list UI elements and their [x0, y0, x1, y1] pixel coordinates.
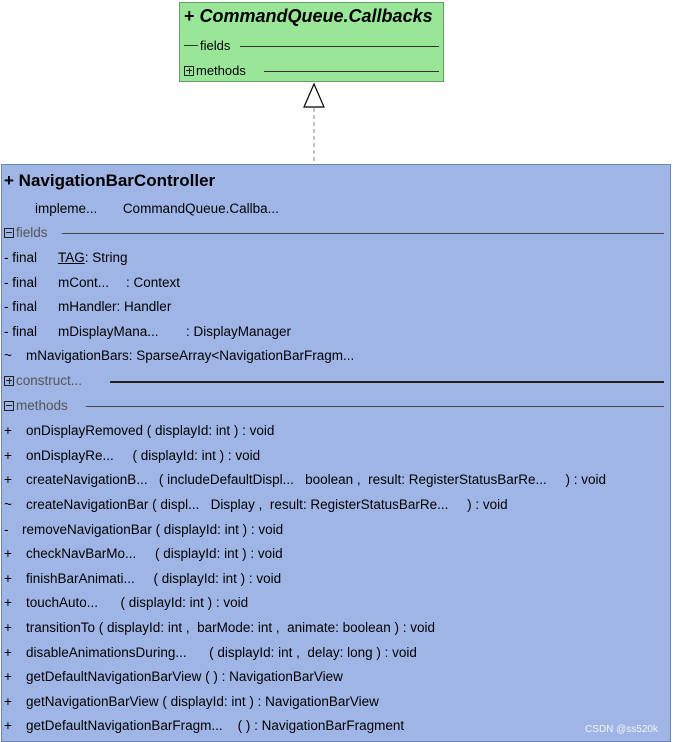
method-row: + disableAnimationsDuring... ( displayId: int , delay: long ) : void [4, 645, 417, 660]
implements-row: impleme... CommandQueue.Callba... [35, 201, 279, 216]
constructors-section[interactable]: construct... [4, 373, 82, 388]
arrowhead-icon [304, 84, 324, 107]
interface-title: + CommandQueue.Callbacks [184, 6, 433, 26]
method-row: + onDisplayRemoved ( displayId: int ) : void [4, 423, 275, 438]
interface-fields-section[interactable]: fields [184, 38, 230, 53]
method-row: + onDisplayRe... ( displayId: int ) : void [4, 448, 261, 463]
field-row: ~ mNavigationBars: SparseArray<NavigationBarFragm... [4, 348, 355, 363]
expand-icon[interactable] [184, 66, 194, 76]
method-row: + checkNavBarMo... ( displayId: int ) : void [4, 546, 283, 561]
interface-methods-section[interactable]: methods [184, 63, 246, 78]
method-row: - removeNavigationBar ( displayId: int ) : void [4, 522, 284, 537]
method-row: + transitionTo ( displayId: int , barMode: int , animate: boolean ) : void [4, 620, 435, 635]
field-row: - final mHandler: Handler [4, 299, 172, 314]
field-row: - final mCont... : Context [4, 275, 181, 290]
class-box [1, 164, 671, 742]
method-row: + createNavigationB... ( includeDefaultDispl... boolean , result: RegisterStatusBarRe... ) : void [4, 472, 607, 487]
methods-section[interactable]: methods [4, 398, 68, 413]
field-row: - final mDisplayMana... : DisplayManager [4, 324, 292, 339]
method-row: + touchAuto... ( displayId: int ) : void [4, 595, 249, 610]
field-row: - final TAG: String [4, 250, 128, 265]
realization-arrow [295, 82, 335, 166]
class-name: NavigationBarController [18, 171, 216, 190]
interface-name: CommandQueue.Callbacks [199, 6, 433, 26]
collapse-icon[interactable] [4, 228, 14, 238]
interface-box [179, 2, 444, 82]
watermark: CSDN @ss520k [585, 724, 658, 735]
expand-icon[interactable] [4, 376, 14, 386]
method-row: + getDefaultNavigationBarFragm... ( ) : NavigationBarFragment [4, 718, 405, 733]
method-row: + getDefaultNavigationBarView ( ) : NavigationBarView [4, 669, 343, 684]
method-row: ~ createNavigationBar ( displ... Display , result: RegisterStatusBarRe... ) : void [4, 497, 508, 512]
collapse-icon[interactable] [4, 401, 14, 411]
fields-section[interactable]: fields [4, 225, 48, 240]
method-row: + getNavigationBarView ( displayId: int ) : NavigationBarView [4, 694, 379, 709]
class-title: + NavigationBarController [4, 171, 216, 190]
method-row: + finishBarAnimati... ( displayId: int ) : void [4, 571, 282, 586]
